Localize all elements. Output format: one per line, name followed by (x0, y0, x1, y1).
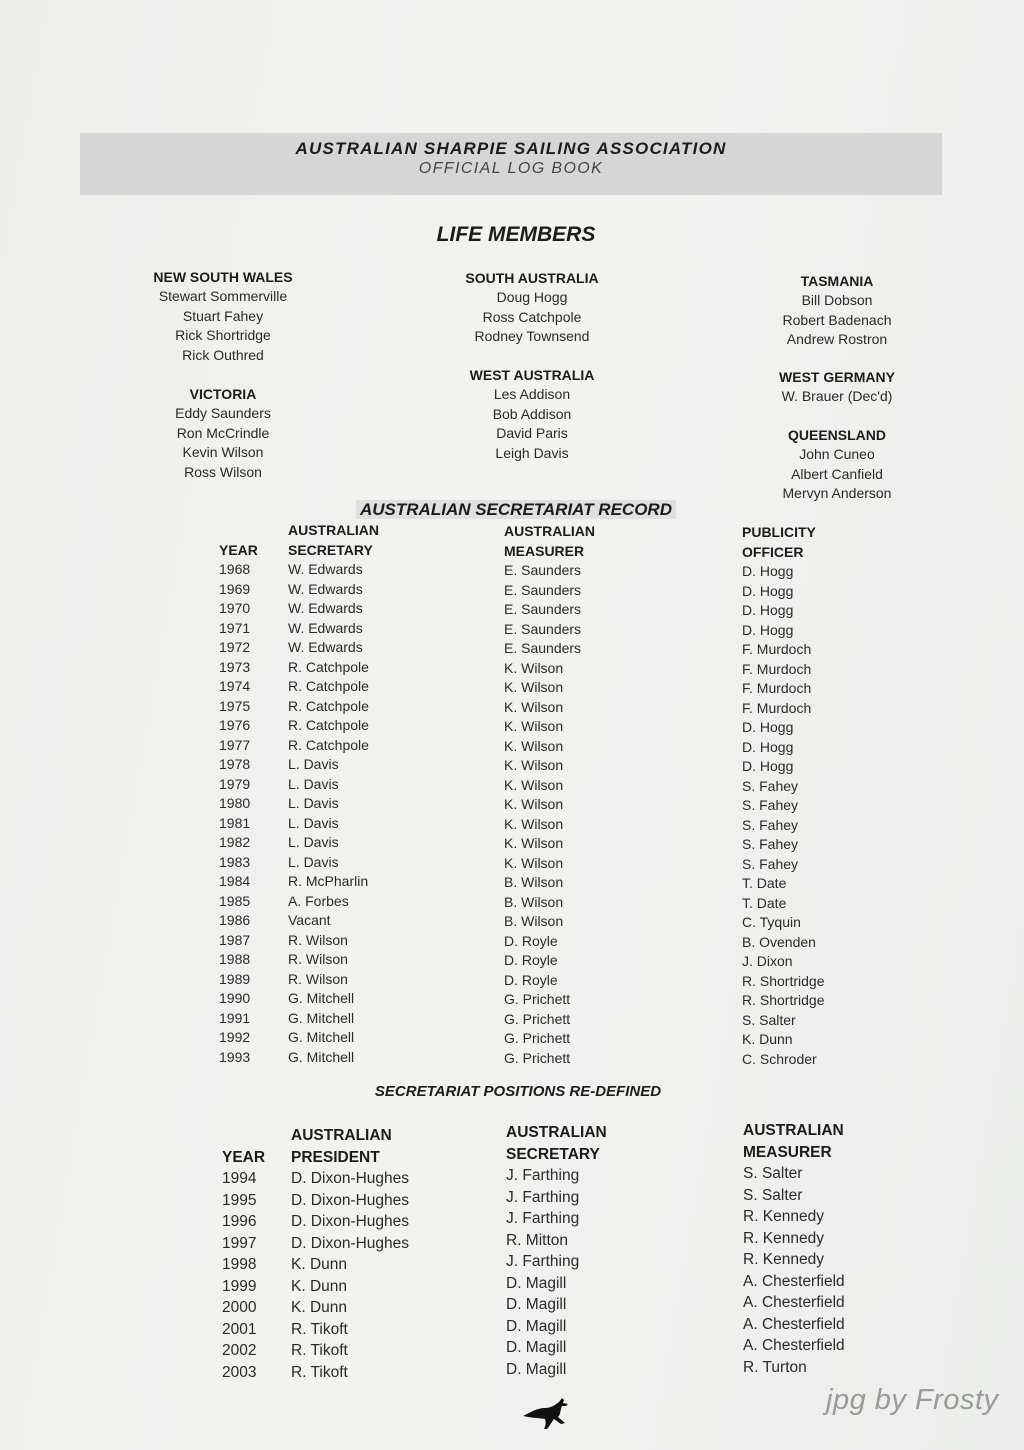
table-cell: A. Chesterfield (743, 1294, 845, 1311)
table-cell: J. Dixon (742, 953, 793, 969)
column-header: YEAR (222, 1148, 266, 1166)
table-cell: T. Date (742, 875, 787, 891)
table-cell: D. Dixon-Hughes (291, 1213, 410, 1230)
table-cell: L. Davis (288, 853, 339, 870)
secretariat-secretary-column (288, 521, 379, 1067)
table-cell: R. Mitton (506, 1231, 569, 1249)
table-cell: W. Edwards (288, 561, 363, 577)
log-book-subtitle: OFFICIAL LOG BOOK (418, 160, 604, 177)
table-cell: R. Catchpole (288, 658, 369, 675)
table-cell: S. Fahey (742, 855, 799, 872)
table-cell: G. Mitchell (288, 990, 355, 1006)
table-cell: E. Saunders (504, 581, 582, 598)
table-cell: D. Royle (504, 952, 558, 968)
table-cell: 1980 (219, 795, 251, 811)
table-cell: B. Ovenden (742, 933, 816, 950)
life-member: Stewart Sommerville (158, 288, 288, 304)
table-cell: 1972 (219, 639, 251, 655)
column-header: MEASURER (743, 1143, 832, 1161)
table-cell: C. Schroder (742, 1050, 817, 1067)
table-cell: 1974 (219, 678, 251, 694)
table-cell: D. Hogg (742, 582, 794, 599)
table-cell: K. Wilson (504, 737, 564, 754)
table-cell: 1999 (222, 1277, 257, 1295)
life-member: Bob Addison (492, 405, 572, 422)
table-cell: 2001 (222, 1320, 257, 1338)
life-members-title: LIFE MEMBERS (436, 223, 596, 246)
table-cell: L. Davis (288, 795, 339, 811)
region-south-australia (412, 268, 652, 347)
table-cell: R. Wilson (288, 970, 348, 987)
table-cell: 1998 (222, 1256, 257, 1273)
life-member: Ross Wilson (184, 463, 262, 480)
table-cell: E. Saunders (504, 562, 582, 578)
redefined-year-column (222, 1125, 265, 1383)
table-cell: B. Wilson (504, 893, 564, 910)
header-banner (80, 133, 942, 195)
table-cell: C. Tyquin (742, 914, 801, 930)
column-header: AUSTRALIAN (743, 1122, 844, 1139)
table-cell: 1970 (219, 600, 251, 616)
table-cell: K. Dunn (291, 1256, 348, 1273)
table-cell: 1971 (219, 619, 251, 636)
table-cell: G. Mitchell (288, 1029, 355, 1045)
table-cell: 1994 (222, 1170, 257, 1187)
table-cell: F. Murdoch (742, 699, 812, 716)
table-cell: W. Edwards (288, 580, 363, 597)
table-cell: L. Davis (288, 775, 339, 792)
region-name: WEST GERMANY (779, 369, 895, 385)
table-cell: F. Murdoch (742, 660, 812, 677)
table-cell: R. Catchpole (288, 697, 369, 714)
table-cell: 1977 (219, 736, 251, 753)
column-header (222, 1125, 265, 1147)
table-cell: 1979 (219, 775, 251, 792)
column-header (219, 521, 258, 541)
life-member: W. Brauer (Dec'd) (781, 388, 893, 404)
column-header: MEASURER (504, 542, 585, 559)
association-title: AUSTRALIAN SHARPIE SAILING ASSOCIATION (295, 139, 727, 158)
region-queensland (717, 425, 957, 504)
table-cell: D. Magill (506, 1296, 567, 1313)
table-cell: E. Saunders (504, 640, 582, 656)
table-cell: S. Fahey (742, 816, 799, 833)
region-west-australia (412, 365, 652, 463)
table-cell: K. Wilson (504, 698, 564, 715)
table-cell: 1969 (219, 580, 251, 597)
secretariat-record-title-text: AUSTRALIAN SECRETARIAT RECORD (356, 500, 676, 519)
column-header: SECRETARY (506, 1145, 600, 1163)
table-cell: J. Farthing (506, 1188, 580, 1206)
life-member: Bill Dobson (801, 292, 873, 308)
table-cell: A. Chesterfield (743, 1272, 845, 1290)
table-cell: 1990 (219, 990, 251, 1006)
life-member: Rodney Townsend (474, 328, 590, 345)
table-cell: G. Prichett (504, 991, 571, 1007)
redefined-secretary-column (506, 1122, 607, 1380)
table-cell: 2002 (222, 1342, 257, 1359)
region-name: QUEENSLAND (787, 427, 886, 443)
table-cell: R. Tikoft (291, 1363, 348, 1381)
region-name: VICTORIA (189, 386, 257, 402)
table-cell: 1996 (222, 1213, 257, 1230)
table-cell: R. Shortridge (742, 992, 825, 1008)
life-member: Robert Badenach (782, 311, 892, 328)
table-cell: 1988 (219, 951, 251, 967)
life-member: Kevin Wilson (182, 444, 264, 461)
column-header: PRESIDENT (291, 1148, 380, 1166)
table-cell: B. Wilson (504, 913, 564, 929)
column-header: PUBLICITY (742, 524, 816, 540)
table-cell: R. Kennedy (743, 1229, 824, 1247)
table-cell: B. Wilson (504, 874, 564, 890)
table-cell: K. Wilson (504, 679, 564, 695)
table-cell: E. Saunders (504, 620, 582, 637)
table-cell: R. Shortridge (742, 972, 825, 989)
table-cell: A. Chesterfield (743, 1315, 845, 1333)
table-cell: K. Wilson (504, 757, 564, 773)
life-member: Eddy Saunders (175, 405, 271, 421)
table-cell: R. Kennedy (743, 1251, 824, 1268)
region-victoria (103, 384, 343, 482)
table-cell: K. Wilson (504, 718, 564, 734)
table-cell: 1976 (219, 717, 251, 733)
photo-watermark: jpg by Frosty (826, 1384, 999, 1416)
table-cell: J. Farthing (506, 1253, 580, 1270)
table-cell: D. Dixon-Hughes (291, 1191, 410, 1209)
column-header: YEAR (219, 541, 258, 558)
table-cell: J. Farthing (506, 1210, 580, 1227)
secretariat-measurer-column (504, 522, 595, 1068)
table-cell: R. Turton (743, 1358, 807, 1376)
secretariat-record-title (0, 500, 1024, 520)
table-cell: K. Wilson (504, 659, 564, 676)
table-cell: R. Catchpole (288, 736, 369, 753)
table-cell: 1984 (219, 873, 251, 889)
table-cell: R. Kennedy (743, 1208, 824, 1225)
table-cell: G. Prichett (504, 1010, 571, 1027)
table-cell: R. Tikoft (291, 1342, 348, 1359)
region-name: TASMANIA (800, 273, 874, 289)
positions-redefined-title: SECRETARIAT POSITIONS RE-DEFINED (374, 1083, 662, 1100)
table-cell: 1985 (219, 892, 251, 909)
table-cell: S. Fahey (742, 777, 799, 794)
table-cell: D. Royle (504, 971, 558, 988)
table-cell: G. Mitchell (288, 1048, 355, 1065)
table-cell: K. Dunn (291, 1277, 348, 1295)
table-cell: 1981 (219, 814, 251, 831)
table-cell: A. Chesterfield (743, 1337, 845, 1354)
table-cell: Vacant (288, 912, 331, 928)
table-cell: D. Magill (506, 1317, 567, 1335)
table-cell: S. Salter (743, 1165, 803, 1182)
table-cell: D. Hogg (742, 719, 794, 735)
table-cell: R. Wilson (288, 951, 348, 967)
table-cell: L. Davis (288, 834, 339, 850)
table-cell: F. Murdoch (742, 680, 812, 696)
secretariat-year-column (219, 521, 258, 1067)
column-header: AUSTRALIAN (506, 1124, 607, 1141)
table-cell: D. Hogg (742, 563, 794, 579)
table-cell: 2003 (222, 1363, 257, 1381)
table-cell: D. Hogg (742, 758, 794, 774)
table-cell: D. Magill (506, 1274, 567, 1292)
life-member: Leigh Davis (495, 444, 569, 461)
table-cell: D. Hogg (742, 621, 794, 638)
table-cell: S. Fahey (742, 797, 799, 813)
column-header: OFFICER (742, 543, 804, 560)
table-cell: K. Wilson (504, 854, 564, 871)
table-cell: 1982 (219, 834, 251, 850)
table-cell: 1995 (222, 1191, 257, 1209)
region-tasmania (717, 271, 957, 350)
table-cell: 1997 (222, 1234, 257, 1252)
kangaroo-icon (521, 1396, 577, 1430)
table-cell: S. Salter (743, 1186, 803, 1204)
table-cell: D. Dixon-Hughes (291, 1234, 410, 1252)
table-cell: 1987 (219, 931, 251, 948)
column-header: SECRETARY (288, 541, 373, 558)
table-cell: K. Wilson (504, 776, 564, 793)
redefined-president-column (291, 1125, 409, 1383)
table-cell: D. Hogg (742, 738, 794, 755)
table-cell: K. Wilson (504, 815, 564, 832)
table-cell: D. Royle (504, 932, 558, 949)
life-member: John Cuneo (799, 446, 875, 462)
column-header: AUSTRALIAN (291, 1127, 392, 1144)
table-cell: 1986 (219, 912, 251, 928)
table-cell: D. Magill (506, 1339, 567, 1356)
life-member: Mervyn Anderson (782, 485, 892, 502)
table-cell: 2000 (222, 1299, 257, 1316)
redefined-measurer-column (743, 1120, 845, 1378)
table-cell: F. Murdoch (742, 641, 812, 657)
life-member: Les Addison (493, 386, 571, 402)
table-cell: 1991 (219, 1009, 251, 1026)
table-cell: R. Tikoft (291, 1320, 348, 1338)
life-member: Rick Shortridge (175, 327, 271, 344)
column-header: AUSTRALIAN (288, 522, 379, 538)
table-cell: G. Mitchell (288, 1009, 355, 1026)
life-member: Ron McCrindle (176, 424, 270, 441)
table-cell: 1983 (219, 853, 251, 870)
table-cell: S. Salter (742, 1011, 796, 1028)
table-cell: J. Farthing (506, 1167, 580, 1184)
table-cell: W. Edwards (288, 619, 363, 636)
table-cell: 1989 (219, 970, 251, 987)
table-cell: K. Wilson (504, 835, 564, 851)
table-cell: L. Davis (288, 814, 339, 831)
table-cell: K. Wilson (504, 796, 564, 812)
table-cell: 1993 (219, 1048, 251, 1065)
table-cell: A. Forbes (288, 892, 349, 909)
table-cell: 1975 (219, 697, 251, 714)
table-cell: T. Date (742, 894, 787, 911)
table-cell: R. Catchpole (288, 717, 369, 733)
life-member: Doug Hogg (496, 289, 568, 305)
region-west-germany (717, 367, 957, 407)
table-cell: E. Saunders (504, 601, 582, 617)
table-cell: D. Magill (506, 1360, 567, 1378)
table-cell: R. Wilson (288, 931, 348, 948)
life-member: Ross Catchpole (482, 308, 582, 325)
region-name: SOUTH AUSTRALIA (465, 270, 599, 286)
table-cell: R. McPharlin (288, 873, 369, 889)
table-cell: 1968 (219, 561, 251, 577)
life-member: Andrew Rostron (786, 331, 888, 348)
life-member: Stuart Fahey (182, 307, 264, 324)
table-cell: 1973 (219, 658, 251, 675)
table-cell: W. Edwards (288, 639, 363, 655)
table-cell: K. Dunn (742, 1031, 793, 1047)
region-name: NEW SOUTH WALES (153, 269, 293, 285)
table-cell: D. Hogg (742, 602, 794, 618)
table-cell: G. Prichett (504, 1049, 571, 1066)
life-member: Rick Outhred (182, 346, 264, 363)
table-cell: 1978 (219, 756, 251, 772)
secretariat-publicity-column (742, 523, 824, 1069)
table-cell: W. Edwards (288, 600, 363, 616)
life-member: Albert Canfield (791, 465, 883, 482)
table-cell: G. Prichett (504, 1030, 571, 1046)
table-cell: S. Fahey (742, 836, 799, 852)
region-new-south-wales (103, 267, 343, 365)
table-cell: R. Catchpole (288, 678, 369, 694)
region-name: WEST AUSTRALIA (469, 367, 595, 383)
table-cell: K. Dunn (291, 1299, 348, 1316)
table-cell: D. Dixon-Hughes (291, 1170, 410, 1187)
column-header: AUSTRALIAN (504, 523, 595, 539)
table-cell: 1992 (219, 1029, 251, 1045)
life-member: David Paris (496, 425, 568, 442)
table-cell: L. Davis (288, 756, 339, 772)
